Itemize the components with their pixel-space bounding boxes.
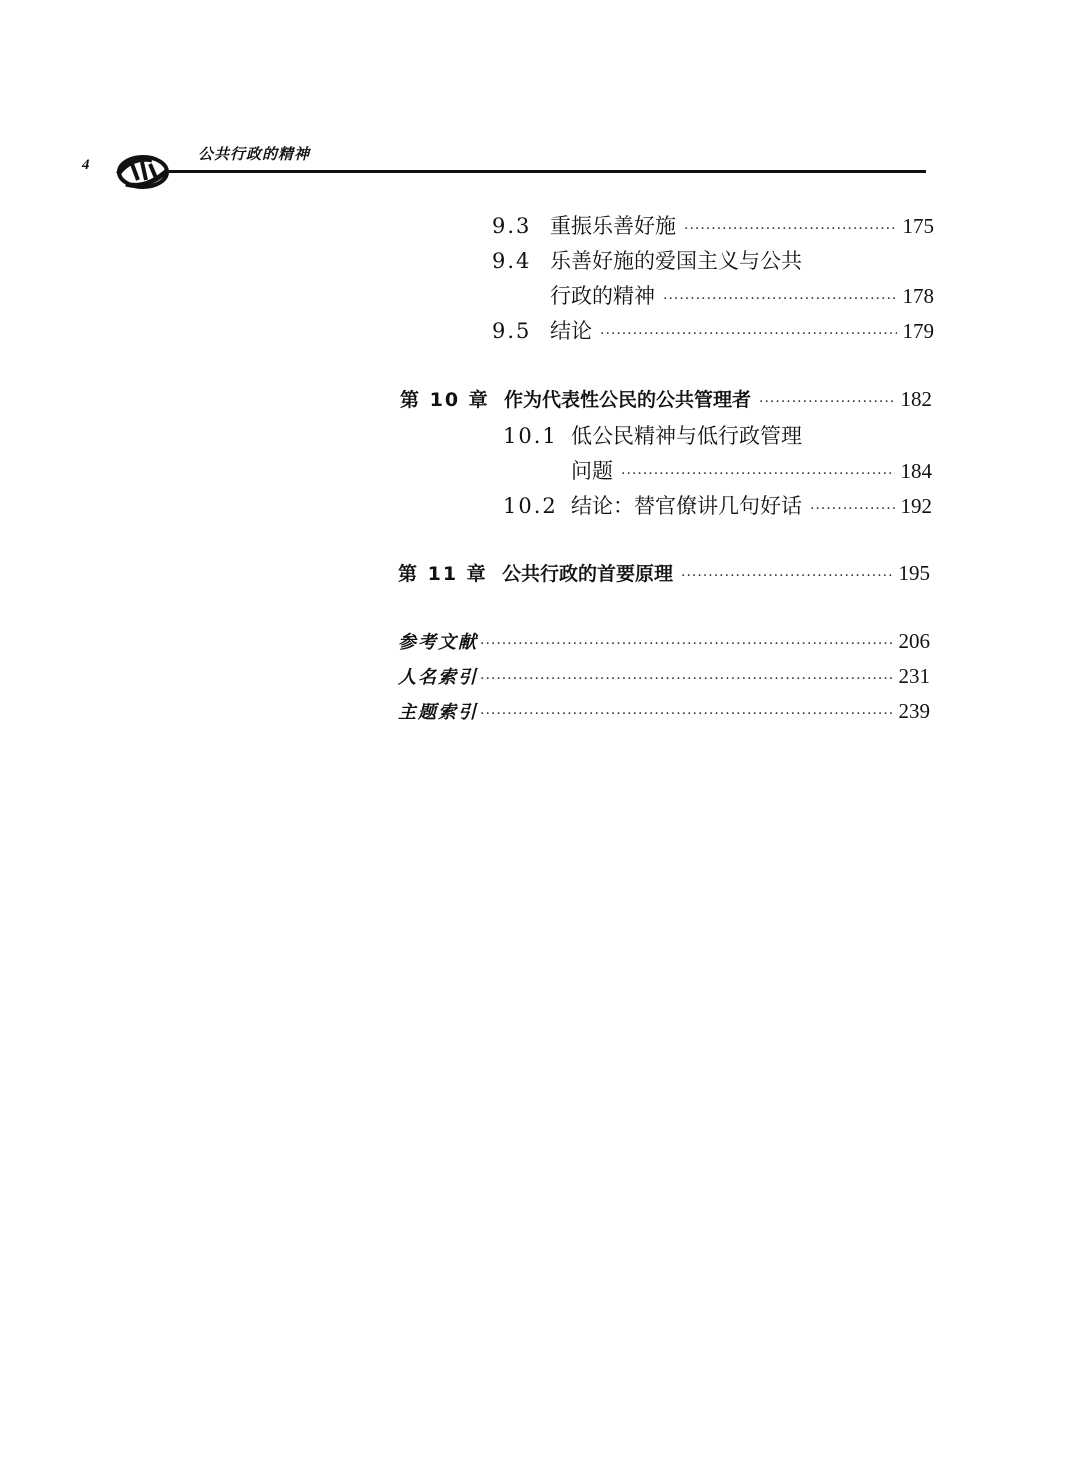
- page-ref: 195: [898, 561, 930, 585]
- section-title: 结论: [550, 319, 592, 343]
- name-index-title: 人名索引: [398, 667, 478, 688]
- chapter-title: 作为代表性公民的公共管理者: [504, 389, 752, 411]
- leader-dots: [684, 221, 897, 237]
- page-ref: 184: [900, 459, 932, 483]
- section-title-line1: 乐善好施的爱国主义与公共: [550, 249, 802, 273]
- subject-index-title: 主题索引: [398, 702, 478, 723]
- chapter-number: 第 11 章: [398, 563, 488, 585]
- section-title: 结论：替官僚讲几句好话: [571, 494, 802, 518]
- page-ref: 239: [898, 699, 930, 723]
- leader-dots: [621, 466, 895, 482]
- toc-subject-index[interactable]: [398, 698, 930, 724]
- toc-entry-9-5[interactable]: [492, 315, 934, 345]
- section-title-line1: 低公民精神与低行政管理: [571, 424, 802, 448]
- toc-name-index[interactable]: [398, 663, 930, 689]
- chapter-number: 第 10 章: [400, 389, 490, 411]
- toc-entry-10-2[interactable]: [503, 490, 932, 520]
- leader-dots: [600, 326, 897, 342]
- section-number: 9.4: [492, 249, 532, 273]
- section-title-line2: 行政的精神: [550, 284, 655, 308]
- toc-entry-10-1-continued[interactable]: [571, 455, 932, 485]
- page-ref: 179: [902, 319, 934, 343]
- page-ref: 206: [898, 629, 930, 653]
- section-title: 重振乐善好施: [550, 214, 676, 238]
- section-title-line2: 问题: [571, 459, 613, 483]
- leader-dots: [681, 568, 892, 584]
- running-title: 公共行政的精神: [198, 145, 311, 163]
- leader-dots: [759, 394, 894, 410]
- page-ref: 182: [900, 387, 932, 411]
- toc-entry-9-4[interactable]: [492, 245, 934, 275]
- page-ref: 231: [898, 664, 930, 688]
- page-ref: 192: [900, 494, 932, 518]
- toc-references[interactable]: [398, 628, 930, 654]
- references-title: 参考文献: [398, 632, 478, 653]
- toc-entry-9-4-continued[interactable]: [550, 280, 934, 310]
- leader-dots: [810, 501, 895, 517]
- section-number: 10.2: [503, 494, 558, 518]
- page-ref: 175: [902, 214, 934, 238]
- page-number: 4: [82, 157, 90, 173]
- toc-entry-10-1[interactable]: [503, 420, 932, 450]
- toc-chapter-10[interactable]: [400, 385, 932, 412]
- leader-dots: [480, 671, 893, 687]
- section-number: 9.5: [492, 319, 532, 343]
- toc-entry-9-3[interactable]: [492, 210, 934, 240]
- page-ref: 178: [902, 284, 934, 308]
- section-number: 9.3: [492, 214, 532, 238]
- leader-dots: [480, 636, 893, 652]
- section-number: 10.1: [503, 424, 558, 448]
- leader-dots: [663, 291, 897, 307]
- toc-chapter-11[interactable]: [398, 559, 930, 586]
- chapter-title: 公共行政的首要原理: [502, 563, 674, 585]
- leader-dots: [480, 706, 893, 722]
